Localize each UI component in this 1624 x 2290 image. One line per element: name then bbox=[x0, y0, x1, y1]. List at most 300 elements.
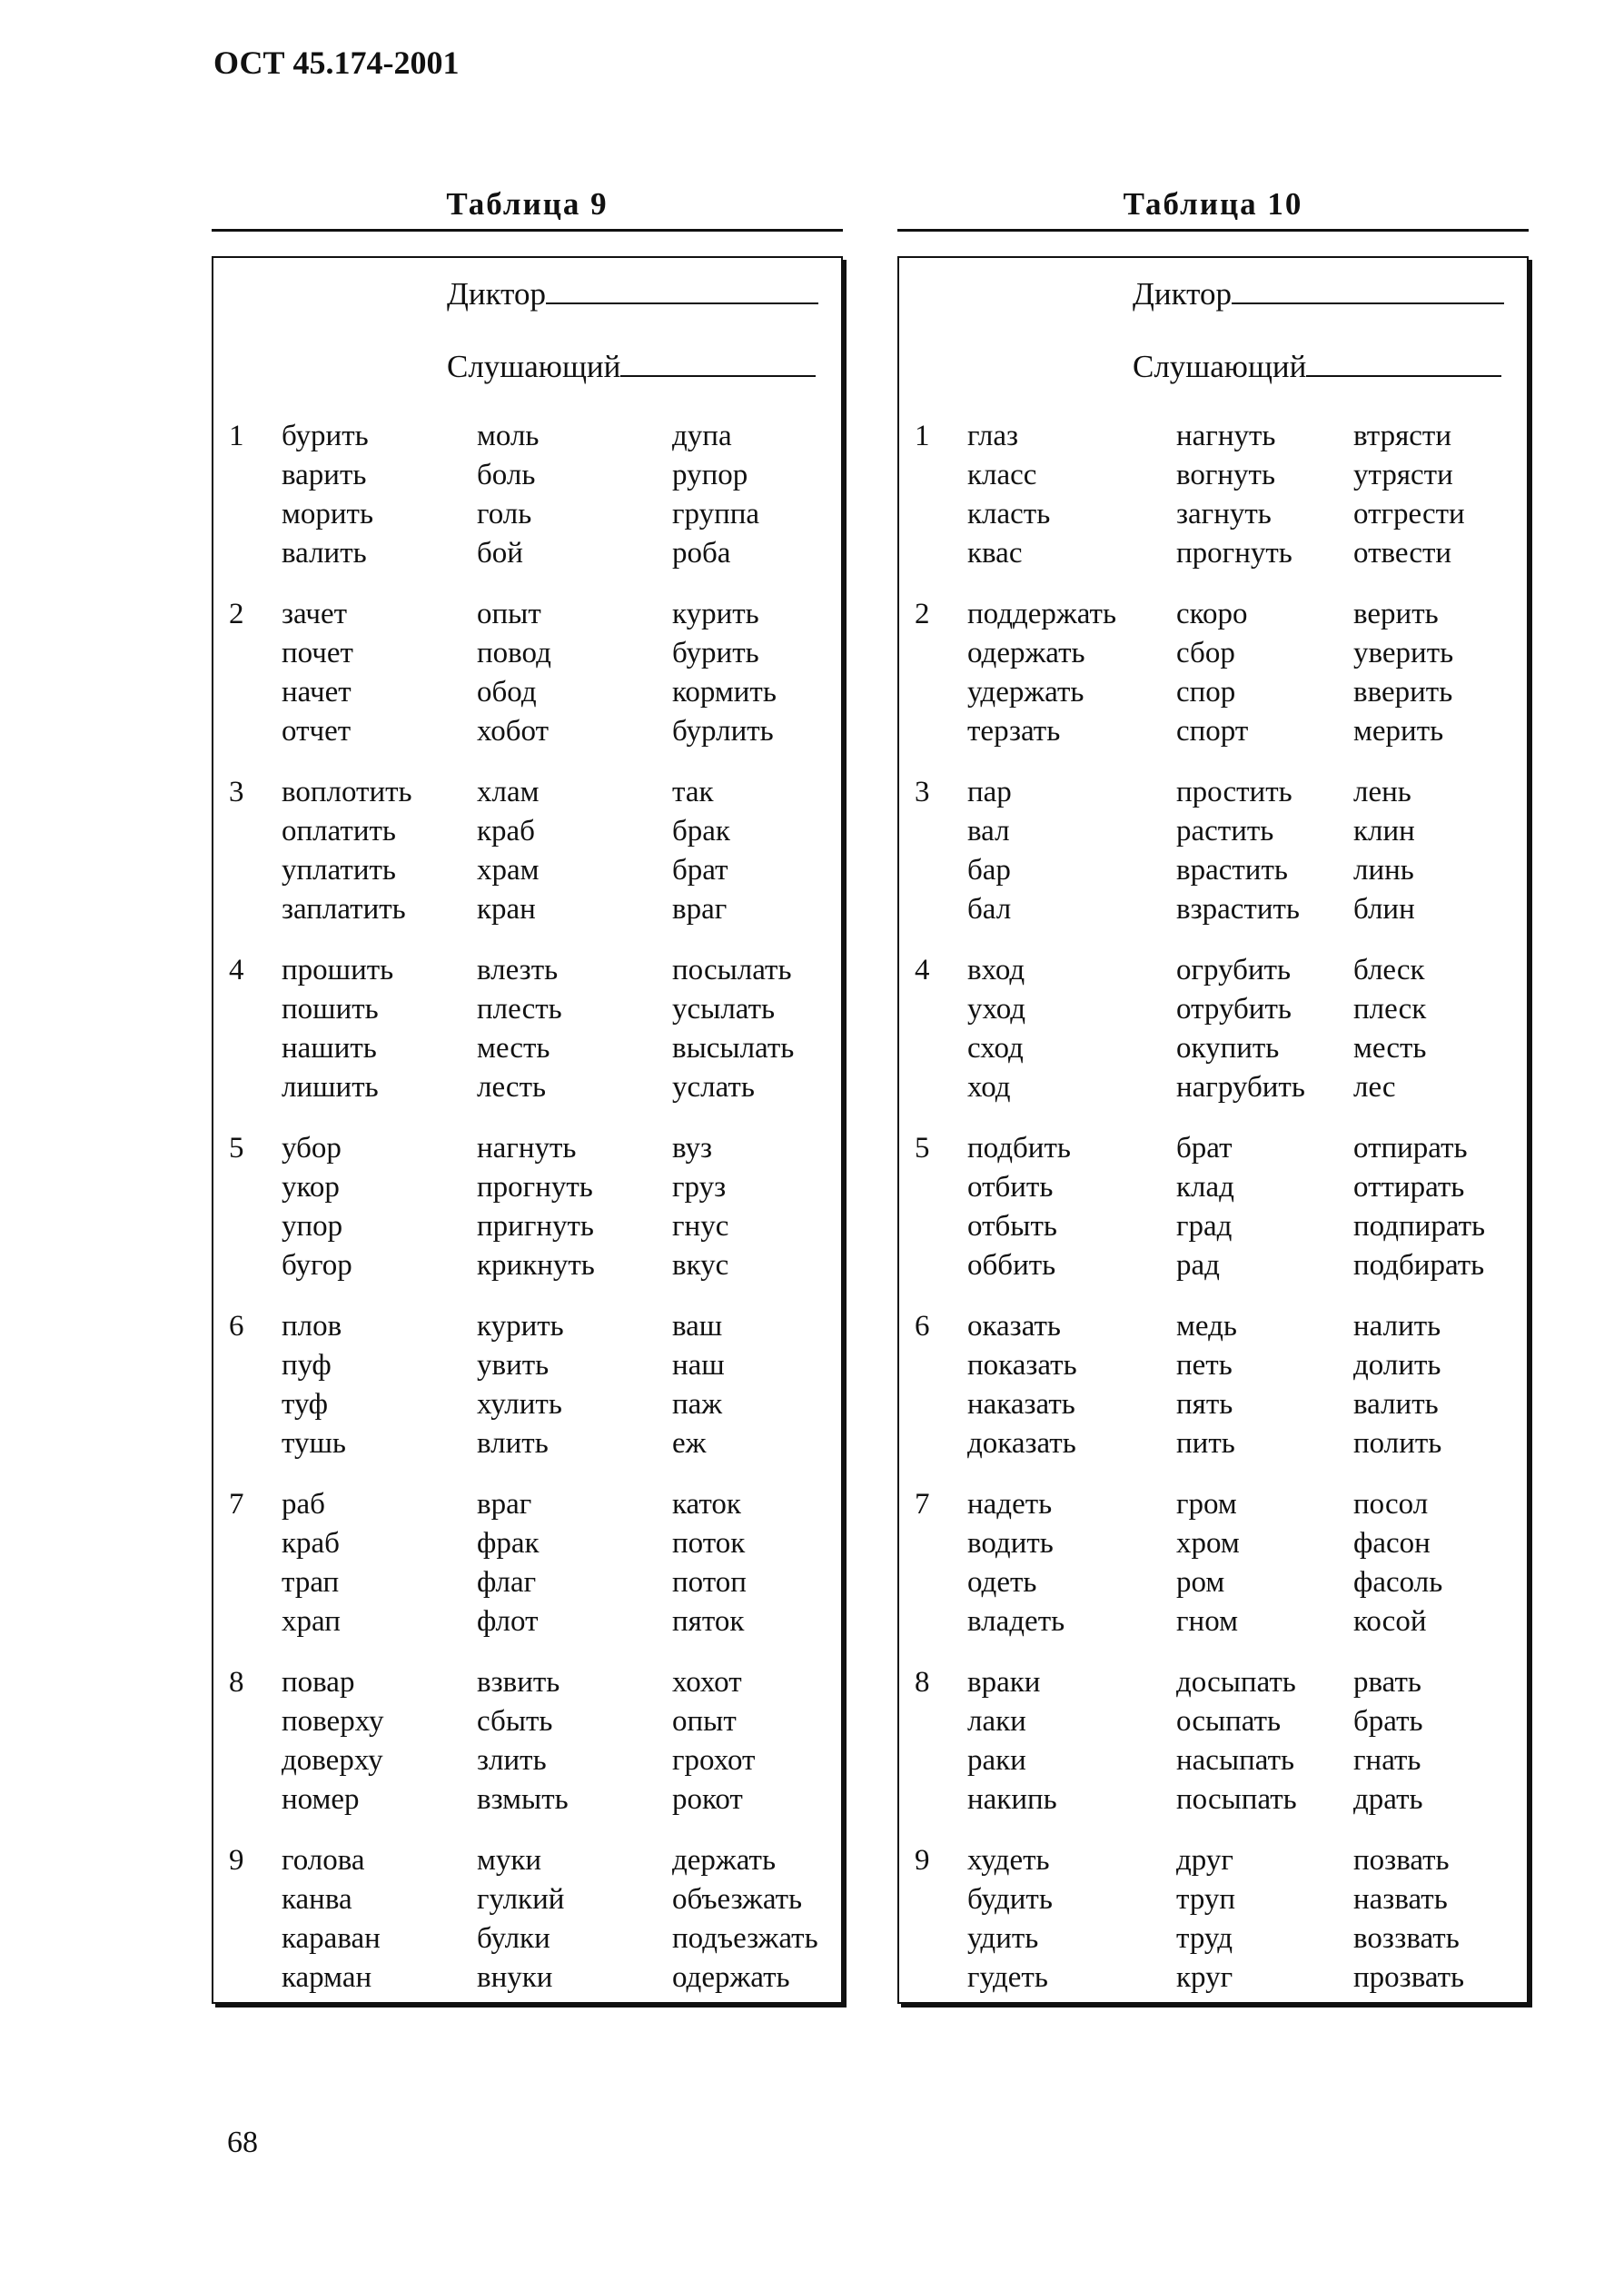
word: хулить bbox=[477, 1388, 562, 1421]
group-number: 7 bbox=[915, 1488, 930, 1521]
word: уход bbox=[967, 993, 1026, 1026]
word: курить bbox=[477, 1310, 564, 1343]
word-group bbox=[213, 951, 841, 1129]
word: блеск bbox=[1353, 954, 1425, 986]
word: брат bbox=[672, 854, 728, 887]
word: клад bbox=[1176, 1171, 1234, 1204]
word-column bbox=[282, 1663, 383, 1819]
word: оббить bbox=[967, 1249, 1056, 1282]
group-number: 2 bbox=[229, 598, 244, 630]
group-number: 7 bbox=[229, 1488, 244, 1521]
word: загнуть bbox=[1176, 498, 1272, 530]
word: крикнуть bbox=[477, 1249, 595, 1282]
word: высылать bbox=[672, 1032, 795, 1065]
word-group bbox=[899, 417, 1527, 595]
word-group bbox=[899, 1129, 1527, 1307]
word-group bbox=[213, 1307, 841, 1485]
word: группа bbox=[672, 498, 760, 530]
word: надеть bbox=[967, 1488, 1053, 1521]
group-number: 6 bbox=[915, 1310, 930, 1343]
word: враг bbox=[477, 1488, 532, 1521]
word: косой bbox=[1353, 1605, 1427, 1638]
word: бурить bbox=[282, 420, 369, 452]
word: поток bbox=[672, 1527, 746, 1560]
word-column bbox=[672, 417, 759, 573]
page-number: 68 bbox=[227, 2126, 258, 2159]
word: врастить bbox=[1176, 854, 1288, 887]
word: драть bbox=[1353, 1783, 1423, 1816]
word: роба bbox=[672, 537, 731, 570]
word-column bbox=[477, 417, 539, 573]
word-column bbox=[672, 595, 777, 751]
word: сход bbox=[967, 1032, 1024, 1065]
word: держать bbox=[672, 1844, 777, 1877]
word: варить bbox=[282, 459, 367, 491]
table-frame bbox=[897, 256, 1529, 2004]
word: опыт bbox=[672, 1705, 737, 1738]
word: плеск bbox=[1353, 993, 1427, 1026]
word: одержать bbox=[967, 637, 1085, 669]
word: убор bbox=[282, 1132, 342, 1165]
word: флот bbox=[477, 1605, 539, 1638]
word: поверху bbox=[282, 1705, 384, 1738]
word: посылать bbox=[672, 954, 792, 986]
word-column bbox=[1176, 951, 1305, 1107]
word: лес bbox=[1353, 1071, 1396, 1104]
word: взмыть bbox=[477, 1783, 569, 1816]
word: оплатить bbox=[282, 815, 396, 848]
word: рупор bbox=[672, 459, 748, 491]
word: трап bbox=[282, 1566, 340, 1599]
document-code: ОСТ 45.174-2001 bbox=[213, 45, 460, 81]
word-column bbox=[1353, 1663, 1423, 1819]
word: круг bbox=[1176, 1961, 1233, 1994]
word: воззвать bbox=[1353, 1922, 1460, 1955]
speaker-blank-line bbox=[1232, 302, 1504, 304]
word-column bbox=[477, 951, 562, 1107]
word-column bbox=[1176, 1841, 1235, 1998]
word: влезть bbox=[477, 954, 559, 986]
word: уплатить bbox=[282, 854, 396, 887]
word: злить bbox=[477, 1744, 547, 1777]
word: одеть bbox=[967, 1566, 1037, 1599]
word-column bbox=[672, 951, 794, 1107]
word: квас bbox=[967, 537, 1023, 570]
word: терзать bbox=[967, 715, 1061, 748]
word: морить bbox=[282, 498, 374, 530]
word: друг bbox=[1176, 1844, 1233, 1877]
word: так bbox=[672, 776, 714, 808]
word-column bbox=[477, 1485, 540, 1641]
word: подбить bbox=[967, 1132, 1071, 1165]
word-column bbox=[672, 1485, 747, 1641]
word: отвести bbox=[1353, 537, 1452, 570]
word: простить bbox=[1176, 776, 1292, 808]
word-column bbox=[282, 951, 393, 1107]
word: карман bbox=[282, 1961, 372, 1994]
word: рокот bbox=[672, 1783, 743, 1816]
word: пригнуть bbox=[477, 1210, 594, 1243]
word-column bbox=[967, 951, 1025, 1107]
word: подпирать bbox=[1353, 1210, 1486, 1243]
word: клин bbox=[1353, 815, 1415, 848]
word: лень bbox=[1353, 776, 1411, 808]
word-column bbox=[1353, 595, 1453, 751]
word: груз bbox=[672, 1171, 727, 1204]
word: моль bbox=[477, 420, 540, 452]
group-number: 6 bbox=[229, 1310, 244, 1343]
word-column bbox=[967, 1485, 1065, 1641]
word: верить bbox=[1353, 598, 1439, 630]
word-column bbox=[282, 1485, 341, 1641]
word: гулкий bbox=[477, 1883, 565, 1916]
word-column bbox=[1353, 1841, 1464, 1998]
word-column bbox=[477, 773, 540, 929]
word-column bbox=[1176, 1485, 1240, 1641]
speaker-label: Диктор bbox=[447, 276, 546, 312]
word: краб bbox=[477, 815, 535, 848]
word: гнус bbox=[672, 1210, 729, 1243]
word: гном bbox=[1176, 1605, 1238, 1638]
word: труп bbox=[1176, 1883, 1236, 1916]
word: пяток bbox=[672, 1605, 745, 1638]
word: гром bbox=[1176, 1488, 1237, 1521]
word: владеть bbox=[967, 1605, 1065, 1638]
word: боль bbox=[477, 459, 536, 491]
word: ход bbox=[967, 1071, 1011, 1104]
group-number: 4 bbox=[229, 954, 244, 986]
word-column bbox=[967, 1841, 1053, 1998]
word: валить bbox=[1353, 1388, 1439, 1421]
word: заплатить bbox=[282, 893, 406, 926]
word: гудеть bbox=[967, 1961, 1048, 1994]
word: град bbox=[1176, 1210, 1233, 1243]
word: спорт bbox=[1176, 715, 1249, 748]
word: обод bbox=[477, 676, 537, 709]
word-column bbox=[477, 1841, 564, 1998]
word-column bbox=[1353, 951, 1426, 1107]
word-groups bbox=[213, 417, 841, 2019]
word: бурить bbox=[672, 637, 759, 669]
word: класс bbox=[967, 459, 1037, 491]
word: будить bbox=[967, 1883, 1053, 1916]
word: окупить bbox=[1176, 1032, 1280, 1065]
word-group bbox=[899, 1663, 1527, 1841]
speaker-field bbox=[1133, 276, 1504, 312]
word-group bbox=[213, 1485, 841, 1663]
word: кран bbox=[477, 893, 536, 926]
word: подбирать bbox=[1353, 1249, 1485, 1282]
word-column bbox=[1353, 1307, 1441, 1463]
listener-field bbox=[1133, 349, 1501, 385]
word: вогнуть bbox=[1176, 459, 1276, 491]
word: рад bbox=[1176, 1249, 1220, 1282]
word-group bbox=[899, 951, 1527, 1129]
group-number: 3 bbox=[229, 776, 244, 808]
word: утрясти bbox=[1353, 459, 1453, 491]
word: валить bbox=[282, 537, 367, 570]
word: повар bbox=[282, 1666, 355, 1699]
word: уверить bbox=[1353, 637, 1454, 669]
word: рвать bbox=[1353, 1666, 1421, 1699]
word-group bbox=[213, 773, 841, 951]
word: нагрубить bbox=[1176, 1071, 1305, 1104]
word: долить bbox=[1353, 1349, 1441, 1382]
word: огрубить bbox=[1176, 954, 1292, 986]
word: посыпать bbox=[1176, 1783, 1297, 1816]
word: месть bbox=[1353, 1032, 1427, 1065]
word-column bbox=[282, 773, 412, 929]
word: накипь bbox=[967, 1783, 1057, 1816]
word: вкус bbox=[672, 1249, 729, 1282]
word-column bbox=[477, 1129, 595, 1285]
listener-label: Слушающий bbox=[447, 349, 621, 384]
word: храм bbox=[477, 854, 540, 887]
table-caption: Таблица 10 bbox=[1123, 186, 1303, 222]
word: пуф bbox=[282, 1349, 332, 1382]
word: наш bbox=[672, 1349, 725, 1382]
word: взрастить bbox=[1176, 893, 1300, 926]
group-number: 1 bbox=[915, 420, 930, 452]
word-group bbox=[899, 595, 1527, 773]
word: голова bbox=[282, 1844, 365, 1877]
word-group bbox=[213, 595, 841, 773]
word-group bbox=[213, 1129, 841, 1307]
word: нагнуть bbox=[1176, 420, 1276, 452]
word-group bbox=[213, 1841, 841, 2019]
word-column bbox=[282, 1841, 381, 1998]
word-column bbox=[967, 417, 1050, 573]
caption-rule bbox=[212, 229, 843, 232]
word: медь bbox=[1176, 1310, 1237, 1343]
word: одержать bbox=[672, 1961, 790, 1994]
table-frame bbox=[212, 256, 843, 2004]
group-number: 2 bbox=[915, 598, 930, 630]
word: воплотить bbox=[282, 776, 412, 808]
word: фасоль bbox=[1353, 1566, 1443, 1599]
word: бал bbox=[967, 893, 1012, 926]
word: туф bbox=[282, 1388, 329, 1421]
word: худеть bbox=[967, 1844, 1050, 1877]
word: сбор bbox=[1176, 637, 1235, 669]
word: пить bbox=[1176, 1427, 1235, 1460]
word: петь bbox=[1176, 1349, 1233, 1382]
word: прогнуть bbox=[1176, 537, 1292, 570]
word: фасон bbox=[1353, 1527, 1431, 1560]
word-column bbox=[1176, 773, 1300, 929]
word-column bbox=[477, 595, 551, 751]
word: отчет bbox=[282, 715, 352, 748]
word: труд bbox=[1176, 1922, 1233, 1955]
word-column bbox=[1176, 417, 1292, 573]
word-column bbox=[1353, 1129, 1485, 1285]
speaker-field bbox=[447, 276, 818, 312]
word-group bbox=[899, 1485, 1527, 1663]
word-group bbox=[899, 1307, 1527, 1485]
word: увить bbox=[477, 1349, 550, 1382]
word-column bbox=[672, 773, 730, 929]
word: лесть bbox=[477, 1071, 547, 1104]
word: усылать bbox=[672, 993, 776, 1026]
word: бой bbox=[477, 537, 523, 570]
word-column bbox=[1176, 1663, 1297, 1819]
word: брак bbox=[672, 815, 730, 848]
word: досыпать bbox=[1176, 1666, 1296, 1699]
word: насыпать bbox=[1176, 1744, 1295, 1777]
word: враг bbox=[672, 893, 728, 926]
word: скоро bbox=[1176, 598, 1248, 630]
word: поддержать bbox=[967, 598, 1117, 630]
word: линь bbox=[1353, 854, 1414, 887]
word: раб bbox=[282, 1488, 325, 1521]
word: бар bbox=[967, 854, 1011, 887]
listener-label: Слушающий bbox=[1133, 349, 1307, 384]
word: осыпать bbox=[1176, 1705, 1282, 1738]
word: посол bbox=[1353, 1488, 1429, 1521]
table-9 bbox=[212, 182, 843, 1994]
word: опыт bbox=[477, 598, 541, 630]
table-caption: Таблица 9 bbox=[446, 186, 609, 222]
word-column bbox=[967, 595, 1116, 751]
word: ром bbox=[1176, 1566, 1225, 1599]
word-column bbox=[1353, 417, 1465, 573]
word-column bbox=[967, 1663, 1057, 1819]
word: канва bbox=[282, 1883, 352, 1916]
word: блин bbox=[1353, 893, 1415, 926]
word: гнать bbox=[1353, 1744, 1421, 1777]
word-group bbox=[899, 773, 1527, 951]
word: хобот bbox=[477, 715, 550, 748]
word: прогнуть bbox=[477, 1171, 593, 1204]
word-column bbox=[282, 1129, 352, 1285]
word: нагнуть bbox=[477, 1132, 577, 1165]
word: взвить bbox=[477, 1666, 560, 1699]
word: хром bbox=[1176, 1527, 1240, 1560]
word-group bbox=[213, 417, 841, 595]
word: глаз bbox=[967, 420, 1019, 452]
word: плов bbox=[282, 1310, 342, 1343]
word: ваш bbox=[672, 1310, 723, 1343]
word-column bbox=[967, 773, 1012, 929]
word: отрубить bbox=[1176, 993, 1292, 1026]
word: показать bbox=[967, 1349, 1077, 1382]
word: оттирать bbox=[1353, 1171, 1465, 1204]
word: флаг bbox=[477, 1566, 537, 1599]
word: отбить bbox=[967, 1171, 1054, 1204]
word: зачет bbox=[282, 598, 348, 630]
group-number: 1 bbox=[229, 420, 244, 452]
caption-rule bbox=[897, 229, 1529, 232]
word-column bbox=[1176, 1307, 1237, 1463]
word: доказать bbox=[967, 1427, 1076, 1460]
word: брать bbox=[1353, 1705, 1423, 1738]
group-number: 3 bbox=[915, 776, 930, 808]
word-column bbox=[1176, 1129, 1234, 1285]
word: спор bbox=[1176, 676, 1236, 709]
word-column bbox=[967, 1307, 1077, 1463]
word: голь bbox=[477, 498, 532, 530]
word: храп bbox=[282, 1605, 341, 1638]
word: вал bbox=[967, 815, 1010, 848]
word: растить bbox=[1176, 815, 1274, 848]
word: грохот bbox=[672, 1744, 756, 1777]
word-group bbox=[899, 1841, 1527, 2019]
word: муки bbox=[477, 1844, 542, 1877]
table-10 bbox=[897, 182, 1529, 1994]
word-column bbox=[477, 1307, 564, 1463]
word: кормить bbox=[672, 676, 777, 709]
word: брат bbox=[1176, 1132, 1233, 1165]
group-number: 8 bbox=[915, 1666, 930, 1699]
word: полить bbox=[1353, 1427, 1442, 1460]
group-number: 8 bbox=[229, 1666, 244, 1699]
word: раки bbox=[967, 1744, 1026, 1777]
word-group bbox=[213, 1663, 841, 1841]
listener-field bbox=[447, 349, 816, 385]
word: отгрести bbox=[1353, 498, 1465, 530]
word: бугор bbox=[282, 1249, 352, 1282]
word: удержать bbox=[967, 676, 1084, 709]
word: бурлить bbox=[672, 715, 774, 748]
word: удить bbox=[967, 1922, 1039, 1955]
word: лишить bbox=[282, 1071, 379, 1104]
word: еж bbox=[672, 1427, 707, 1460]
word: услать bbox=[672, 1071, 755, 1104]
word: каток bbox=[672, 1488, 741, 1521]
word: внуки bbox=[477, 1961, 553, 1994]
word: прозвать bbox=[1353, 1961, 1465, 1994]
word-column bbox=[282, 1307, 346, 1463]
word: булки bbox=[477, 1922, 550, 1955]
word: фрак bbox=[477, 1527, 540, 1560]
word: плесть bbox=[477, 993, 562, 1026]
word: пошить bbox=[282, 993, 379, 1026]
word-column bbox=[1353, 773, 1415, 929]
word: доверху bbox=[282, 1744, 383, 1777]
word: пять bbox=[1176, 1388, 1233, 1421]
word: отбыть bbox=[967, 1210, 1057, 1243]
word-column bbox=[672, 1841, 818, 1998]
group-number: 4 bbox=[915, 954, 930, 986]
word: потоп bbox=[672, 1566, 747, 1599]
word: враки bbox=[967, 1666, 1041, 1699]
listener-blank-line bbox=[1306, 374, 1501, 377]
word: месть bbox=[477, 1032, 550, 1065]
word: налить bbox=[1353, 1310, 1441, 1343]
word: хохот bbox=[672, 1666, 742, 1699]
speaker-blank-line bbox=[546, 302, 818, 304]
word: упор bbox=[282, 1210, 343, 1243]
word-column bbox=[1176, 595, 1248, 751]
word: нашить bbox=[282, 1032, 377, 1065]
word: повод bbox=[477, 637, 551, 669]
listener-blank-line bbox=[620, 374, 816, 377]
word: вверить bbox=[1353, 676, 1453, 709]
word: сбыть bbox=[477, 1705, 553, 1738]
word-column bbox=[282, 595, 353, 751]
word: укор bbox=[282, 1171, 340, 1204]
word: начет bbox=[282, 676, 352, 709]
word: объезжать bbox=[672, 1883, 803, 1916]
word-column bbox=[672, 1663, 755, 1819]
speaker-label: Диктор bbox=[1133, 276, 1232, 312]
word: хлам bbox=[477, 776, 540, 808]
word-column bbox=[1353, 1485, 1442, 1641]
word: мерить bbox=[1353, 715, 1444, 748]
word: прошить bbox=[282, 954, 394, 986]
word: почет bbox=[282, 637, 353, 669]
word: дупа bbox=[672, 420, 732, 452]
